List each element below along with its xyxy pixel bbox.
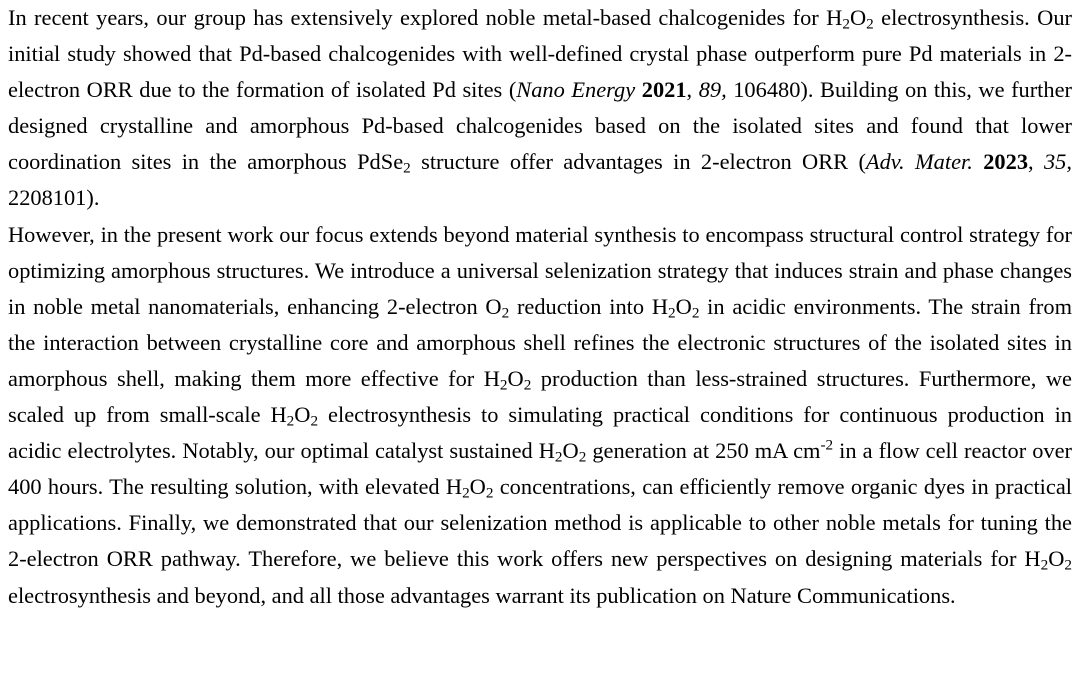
subscript: 2 [1040, 556, 1049, 574]
text-run: O [294, 402, 311, 428]
text-run [973, 149, 983, 174]
subscript: 2 [842, 15, 850, 33]
text-run: , [686, 77, 699, 103]
paragraph-present-work [8, 217, 1072, 614]
subscript: 2 [578, 448, 587, 466]
subscript: 2 [499, 376, 508, 394]
text-run: concentrations, can efficiently remove organic dyes in practical applications. Finally, we demonstrated that our selenization method is applicable to other noble metals for tuning the 2-electron ORR pathway. Therefore, we believe this work offers new perspectives on designing materials for H [8, 474, 1073, 572]
text-run: ). [86, 185, 100, 211]
text-run: electrosynthesis. Our initial study showed that Pd-based chalcogenides with well-defined crystal phase outperform pure Pd materials in 2-electron ORR due to the formation of isolated Pd sites ( [8, 5, 1072, 103]
text-run: O [1048, 546, 1065, 572]
text-run: O [849, 5, 867, 30]
text-run: However, in the present work our focus extends beyond material synthesis to encompass structural control strategy for optimizing amorphous structures. We introduce a universal selenization strategy that induces strain and phase changes in noble metal nanomaterials, enhancing 2-electron O [8, 221, 1072, 319]
text-run: O [562, 438, 579, 464]
superscript: -2 [820, 436, 834, 454]
text-run: generation at 250 mA cm [586, 438, 821, 464]
text-run: production than less-strained structures. Furthermore, we scaled up from small-scale H [8, 365, 1072, 428]
citation-year: 2021 [641, 77, 687, 103]
text-run: ). Building on this, we further designed crystalline and amorphous Pd-based chalcogenides based on the isolated sites and found that lower coordination sites in the amorphous PdSe [8, 77, 1072, 175]
citation-volume: 89, [698, 77, 727, 103]
citation-pages: 106480 [726, 77, 801, 103]
text-run: electrosynthesis to simulating practical conditions for continuous production in acidic electrolytes. Notably, our optimal catalyst sustained H [8, 402, 1073, 464]
text-run: O [469, 474, 486, 500]
subscript: 2 [286, 412, 295, 430]
subscript: 2 [501, 304, 510, 322]
text-run: in a flow cell reactor over 400 hours. The resulting solution, with elevated H [8, 438, 1072, 500]
subscript: 2 [523, 376, 532, 394]
subscript: 2 [403, 159, 411, 177]
subscript: 2 [310, 412, 319, 430]
text-run: structure offer advantages in 2-electron ORR ( [410, 149, 866, 175]
citation-pages: 2208101 [8, 185, 87, 211]
text-run: , [1028, 149, 1044, 175]
citation-year: 2023 [983, 149, 1029, 175]
subscript: 2 [554, 448, 563, 466]
paragraph-prior-work [8, 0, 1072, 217]
subscript: 2 [691, 304, 700, 322]
citation-journal: Nano Energy [516, 77, 636, 103]
subscript: 2 [668, 304, 676, 322]
subscript: 2 [462, 484, 470, 502]
citation-journal: Adv. Mater. [865, 149, 973, 175]
text-run: O [507, 365, 524, 391]
text-run: In recent years, our group has extensively explored noble metal-based chalcogenides for H [8, 5, 843, 30]
subscript: 2 [866, 15, 874, 33]
subscript: 2 [485, 484, 494, 502]
citation-volume: 35, [1043, 149, 1072, 175]
text-run: reduction into H [509, 293, 669, 319]
text-run: in acidic environments. The strain from the interaction between crystalline core and amorphous shell refines the electronic structures of the isolated sites in amorphous shell, making them more effective for H [8, 293, 1072, 391]
subscript: 2 [1064, 556, 1072, 574]
text-run: electrosynthesis and beyond, and all those advantages warrant its publication on Nature Communications. [8, 582, 956, 608]
text-run: O [675, 293, 692, 319]
